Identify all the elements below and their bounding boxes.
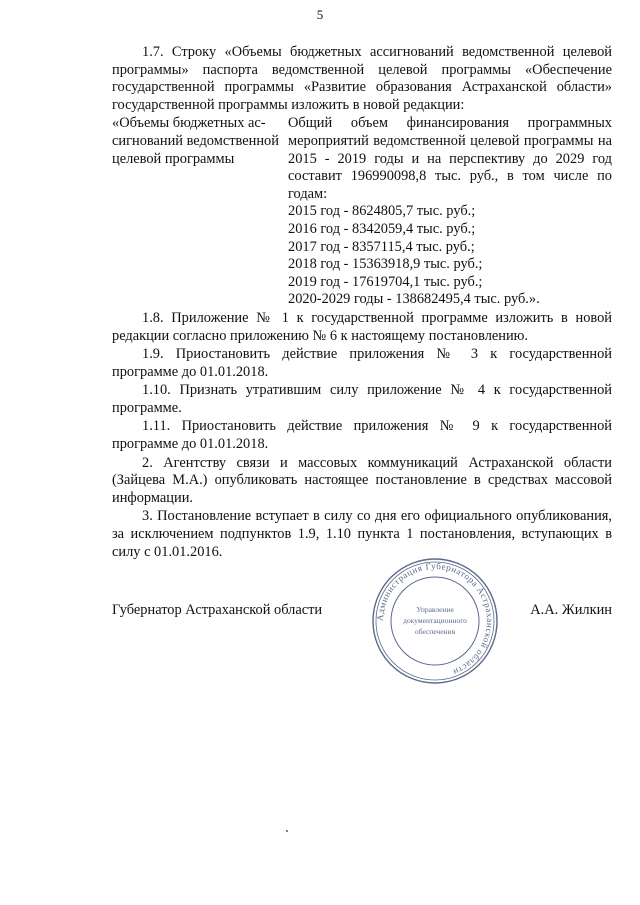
paragraph-3: 3. Постановление вступает в силу со дня его официального опубликования, за исключением подпунктов 1.9, 1.10 пункта 1 постановления, вступающих в силу с 01.01.2016. <box>112 508 612 560</box>
funding-year-item: 2019 год - 17619704,1 тыс. руб.; <box>288 273 483 290</box>
paragraph-2: 2. Агентству связи и массовых коммуникаций Астраханской области (Зайцева М.А.) опубликовать настоящее постановление в средствах массовой информации. <box>112 454 612 506</box>
seal-inner-line: документационного <box>403 616 467 625</box>
funding-year-item: 2020-2029 годы - 138682495,4 тыс. руб.». <box>288 291 540 308</box>
funding-table-left-cell <box>112 115 288 309</box>
paragraph-1-9: 1.9. Приостановить действие приложения № 3 к государственной программе до 01.01.2018. <box>112 346 612 380</box>
funding-table-left-line: «Объемы бюджетных ас- <box>112 115 266 132</box>
funding-table-left-line: целевой программы <box>112 150 235 167</box>
funding-year-item: 2015 год - 8624805,7 тыс. руб.; <box>288 203 476 220</box>
seal-inner-line: обеспечения <box>414 627 456 636</box>
funding-year-item: 2016 год - 8342059,4 тыс. руб.; <box>288 220 476 237</box>
funding-year-item: 2017 год - 8357115,4 тыс. руб.; <box>288 238 475 255</box>
funding-year-item: 2018 год - 15363918,9 тыс. руб.; <box>288 256 483 273</box>
funding-table-left-line: сигнований ведомственной <box>112 132 279 149</box>
seal-inner-line: Управление <box>416 605 454 614</box>
signature-block <box>112 602 612 624</box>
paragraph-1-8: 1.8. Приложение № 1 к государственной программе изложить в новой редакции согласно приложению № 6 к настоящему постановлению. <box>112 309 612 344</box>
page-number: 5 <box>316 7 324 22</box>
funding-table-right-cell <box>288 115 612 309</box>
funding-intro: Общий объем финансирования программных мероприятий ведомственной целевой программы на 2015 - 2019 годы и на перспективу до 2029 год составит 196990098,8 тыс. руб., в том числе по годам: <box>288 115 612 202</box>
paragraph-1-7: 1.7. Строку «Объемы бюджетных ассигнований ведомственной целевой программы» паспорта ведомственной целевой программы «Обеспечение государственной программы «Развитие образования Астраханской области» государственной программы изложить в новой редакции: <box>112 44 612 113</box>
scan-speck <box>286 830 288 832</box>
paragraph-1-11: 1.11. Приостановить действие приложения № 9 к государственной программе до 01.01.2018. <box>112 418 612 453</box>
document-body <box>112 44 612 562</box>
seal-outer-text: Администрация Губернатора Астраханской области <box>374 560 496 678</box>
paragraph-1-10: 1.10. Признать утратившим силу приложение № 4 к государственной программе. <box>112 382 612 416</box>
funding-table <box>112 115 612 309</box>
signatory-title: Губернатор Астраханской области <box>112 602 323 618</box>
signatory-name: А.А. Жилкин <box>530 602 612 618</box>
funding-years-list <box>288 203 612 309</box>
